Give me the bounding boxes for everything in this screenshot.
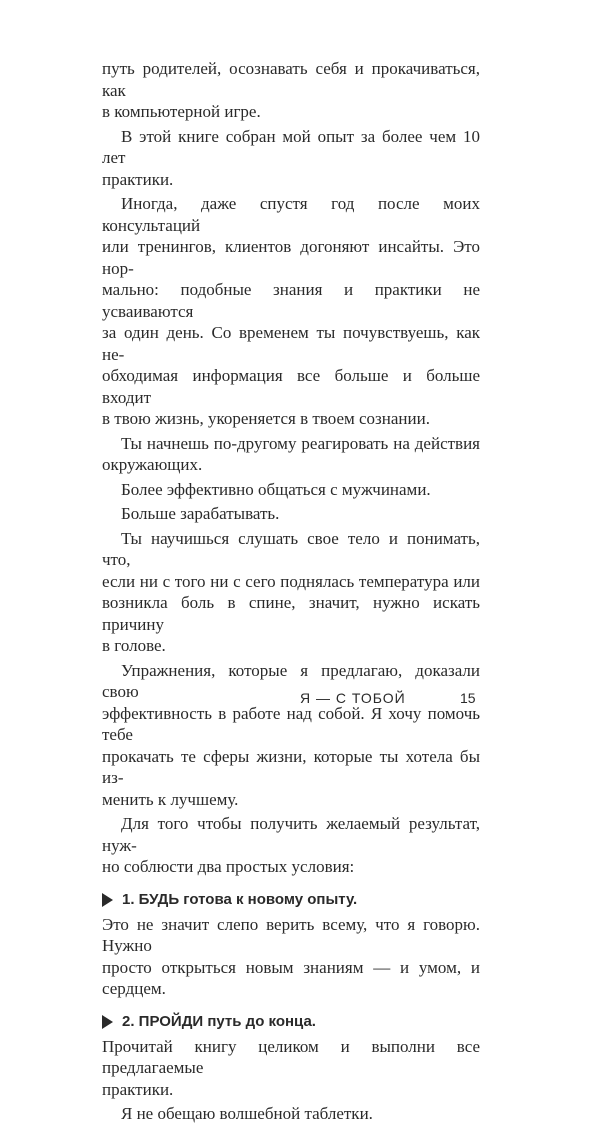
text-line: Упражнения, которые я предлагаю, доказали свою xyxy=(102,660,480,701)
text-line: окружающих. xyxy=(102,455,203,474)
text-line: путь родителей, осознавать себя и прокачиваться, как xyxy=(102,59,480,100)
text-line: Иногда, даже спустя год после моих консультаций xyxy=(102,194,480,235)
text-line: просто открыться новым знаниям — и умом, и сердцем. xyxy=(102,957,480,998)
text-line: обходимая информация все больше и больше входит xyxy=(102,366,480,407)
text-line: в голове. xyxy=(102,636,166,655)
text-line: мально: подобные знания и практики не усваиваются xyxy=(102,280,480,321)
text-line: практики. xyxy=(102,1079,174,1099)
paragraph xyxy=(102,528,480,657)
rule-heading-label: 2. ПРОЙДИ путь до конца. xyxy=(122,1012,316,1030)
text-line: В этой книге собран мой опыт за более чем 10 лет xyxy=(102,126,480,167)
text-line: если ни с того ни с сего поднялась температура или xyxy=(102,571,480,591)
text-line: эффективность в работе над собой. Я хочу помочь тебе xyxy=(102,703,480,744)
running-title: Я — С ТОБОЙ xyxy=(300,690,406,706)
paragraph xyxy=(102,479,480,501)
rule-text xyxy=(102,914,480,1000)
text-line: менить к лучшему. xyxy=(102,789,239,809)
text-line: в твою жизнь, укореняется в твоем сознании. xyxy=(102,409,430,428)
text-line: Ты начнешь по-другому реагировать на действия xyxy=(121,433,480,453)
paragraph xyxy=(102,503,480,525)
text-line: возникла боль в спине, значит, нужно искать причину xyxy=(102,593,480,634)
text-line: или тренингов, клиентов догоняют инсайты. Это нор- xyxy=(102,237,480,278)
text-line: за один день. Со временем ты почувствуешь, как не- xyxy=(102,323,480,364)
text-line: Для того чтобы получить желаемый результат, нуж- xyxy=(102,814,480,855)
paragraph xyxy=(102,660,480,811)
paragraph xyxy=(102,1103,480,1125)
rule-heading-1 xyxy=(102,890,480,910)
paragraph xyxy=(102,813,480,878)
text-line: Я не обещаю волшебной таблетки. xyxy=(121,1104,373,1123)
text-line: в компьютерной игре. xyxy=(102,102,261,121)
text-line: Ты научишься слушать свое тело и понимать, что, xyxy=(102,528,480,569)
paragraph xyxy=(102,193,480,430)
text-line: Больше зарабатывать. xyxy=(121,504,280,523)
paragraph xyxy=(102,433,480,476)
page-number: 15 xyxy=(460,690,476,706)
paragraph xyxy=(102,126,480,191)
text-line: прокачать те сферы жизни, которые ты хотела бы из- xyxy=(102,746,480,787)
rule-text xyxy=(102,1036,480,1101)
text-line: но соблюсти два простых условия: xyxy=(102,857,355,876)
play-arrow-icon xyxy=(102,1015,113,1029)
rule-heading-2 xyxy=(102,1012,480,1032)
page-body xyxy=(102,58,480,1128)
text-line: Прочитай книгу целиком и выполни все предлагаемые xyxy=(102,1036,480,1077)
rule-heading-label: 1. БУДЬ готова к новому опыту. xyxy=(122,890,358,908)
play-arrow-icon xyxy=(102,893,113,907)
text-line: практики. xyxy=(102,169,174,189)
text-line: Более эффективно общаться с мужчинами. xyxy=(121,479,431,499)
paragraph xyxy=(102,58,480,123)
text-line: Это не значит слепо верить всему, что я говорю. Нужно xyxy=(102,914,480,955)
